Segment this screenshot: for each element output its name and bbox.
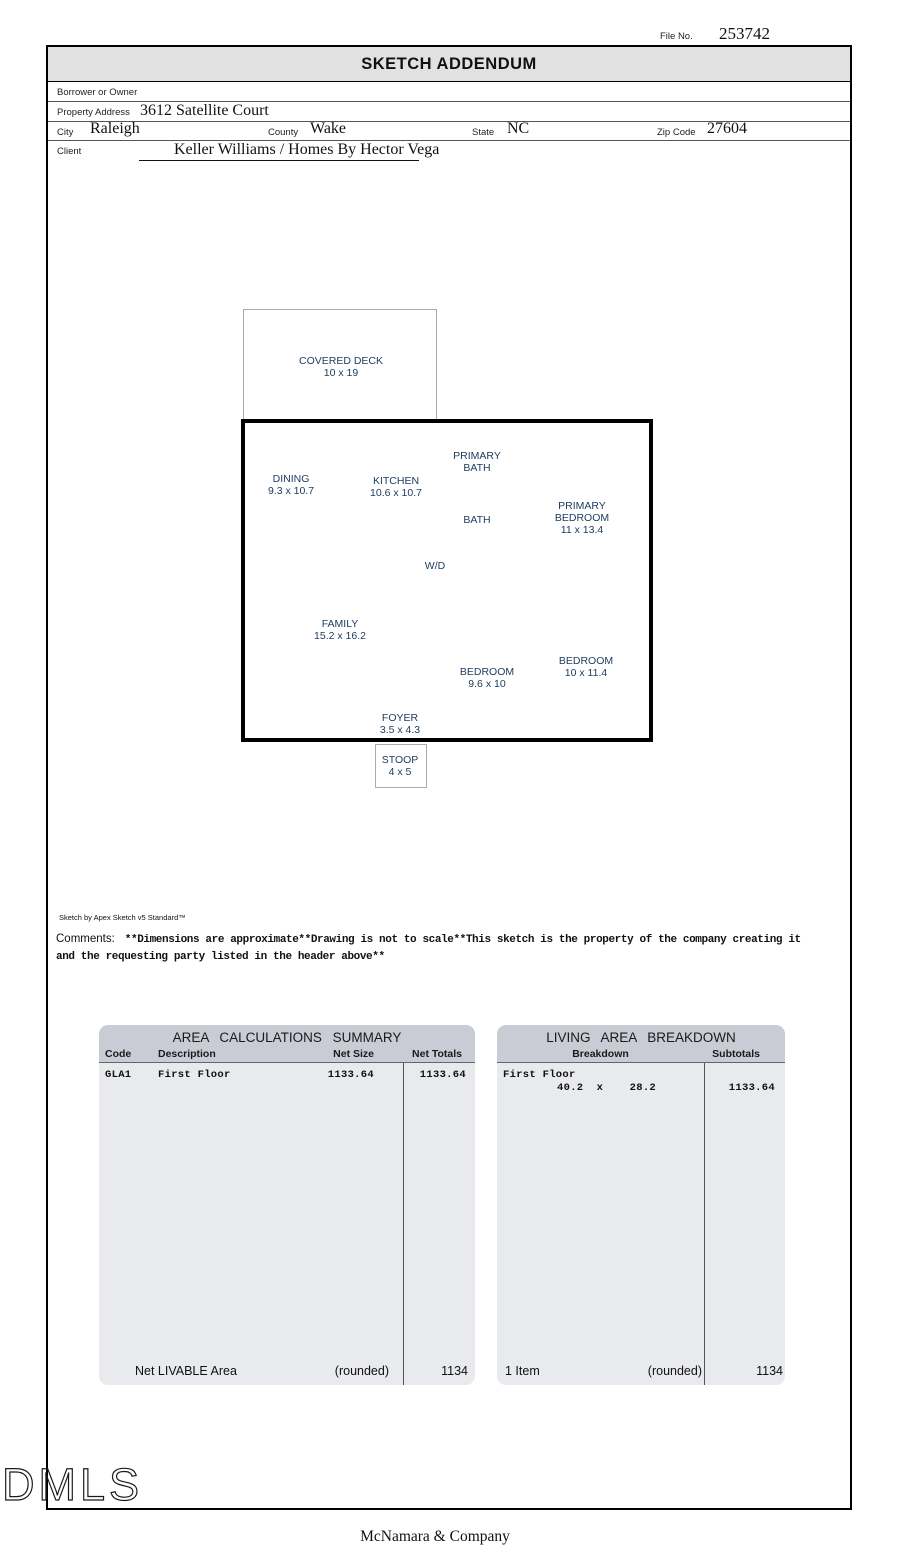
county-label: County [268,127,299,138]
room-label-covered-deck: COVERED DECK 10 x 19 [298,355,384,379]
property-address-label: Property Address [57,107,130,118]
borrower-label: Borrower or Owner [57,87,138,98]
dmls-watermark: DMLS [2,1459,144,1510]
breakdown-table-divider [704,1063,705,1385]
room-label-bedroom-1: BEDROOM 9.6 x 10 [459,666,515,690]
area-table-divider [403,1063,404,1385]
city-label: City [57,127,74,138]
room-label-kitchen: KITCHEN 10.6 x 10.7 [370,475,422,499]
col-breakdown: Breakdown [572,1048,629,1060]
col-net-size: Net Size [333,1048,374,1060]
file-no-label: File No. [660,31,693,42]
net-livable-area-total: 1134 [441,1364,468,1378]
client-value: Keller Williams / Homes By Hector Vega [174,141,440,158]
rounded-label: (rounded) [334,1364,389,1378]
comments-line-1 [56,931,848,948]
room-label-stoop: STOOP 4 x 5 [381,754,419,778]
cell-subtotal: 1133.64 [728,1082,775,1094]
room-label-family: FAMILY 15.2 x 16.2 [314,618,366,642]
net-livable-area-label: Net LIVABLE Area [135,1364,237,1378]
col-subtotals: Subtotals [712,1048,760,1060]
cell-breakdown-dims: 40.2 x 28.2 [557,1082,657,1094]
comments-line-2 [56,948,848,965]
area-calculations-summary-table [99,1025,475,1385]
county-value: Wake [310,120,347,137]
living-area-breakdown-table [497,1025,785,1385]
breakdown-table-body [497,1063,785,1385]
cell-breakdown-name: First Floor [503,1069,576,1081]
room-label-bath: BATH [463,514,491,526]
col-code: Code [105,1048,132,1060]
rounded-label: (rounded) [647,1364,702,1378]
comments-label: Comments: [56,933,115,945]
comments-text-2: and the requesting party listed in the header above** [56,950,385,963]
breakdown-table-header [497,1025,785,1063]
comments-text-1: **Dimensions are approximate**Drawing is not to scale**This sketch is the property of the company creating it [124,934,801,946]
state-label: State [472,127,495,138]
sketch-attribution: Sketch by Apex Sketch v5 Standard™ [59,913,186,922]
page-title: SKETCH ADDENDUM [48,47,850,82]
cell-description: First Floor [158,1069,231,1081]
area-table-header [99,1025,475,1063]
company-footer: McNamara & Company [360,1528,510,1545]
property-address-value: 3612 Satellite Court [140,102,269,119]
cell-net-totals: 1133.64 [419,1069,466,1081]
area-table-title: AREA CALCULATIONS SUMMARY [172,1030,402,1045]
comments-block [56,931,848,964]
room-label-washer-dryer: W/D [424,560,446,572]
first-floor-outline [241,419,653,742]
room-label-bedroom-2: BEDROOM 10 x 11.4 [558,655,614,679]
room-label-foyer: FOYER 3.5 x 4.3 [379,712,421,736]
room-label-primary-bath: PRIMARY BATH [453,450,501,474]
city-value: Raleigh [90,120,140,137]
item-count-label: 1 Item [505,1364,540,1378]
zip-code-label: Zip Code [657,127,696,138]
col-net-totals: Net Totals [412,1048,462,1060]
breakdown-total: 1134 [756,1364,783,1378]
state-value: NC [507,120,530,137]
room-label-primary-bedroom: PRIMARY BEDROOM 11 x 13.4 [554,500,610,536]
file-no-value: 253742 [705,24,782,46]
zip-code-value: 27604 [707,120,747,137]
col-description: Description [158,1048,216,1060]
cell-net-size: 1133.64 [327,1069,374,1081]
client-label: Client [57,146,82,157]
breakdown-table-title: LIVING AREA BREAKDOWN [546,1030,736,1045]
room-label-dining: DINING 9.3 x 10.7 [267,473,315,497]
area-table-body [99,1063,475,1385]
cell-code: GLA1 [105,1069,132,1081]
